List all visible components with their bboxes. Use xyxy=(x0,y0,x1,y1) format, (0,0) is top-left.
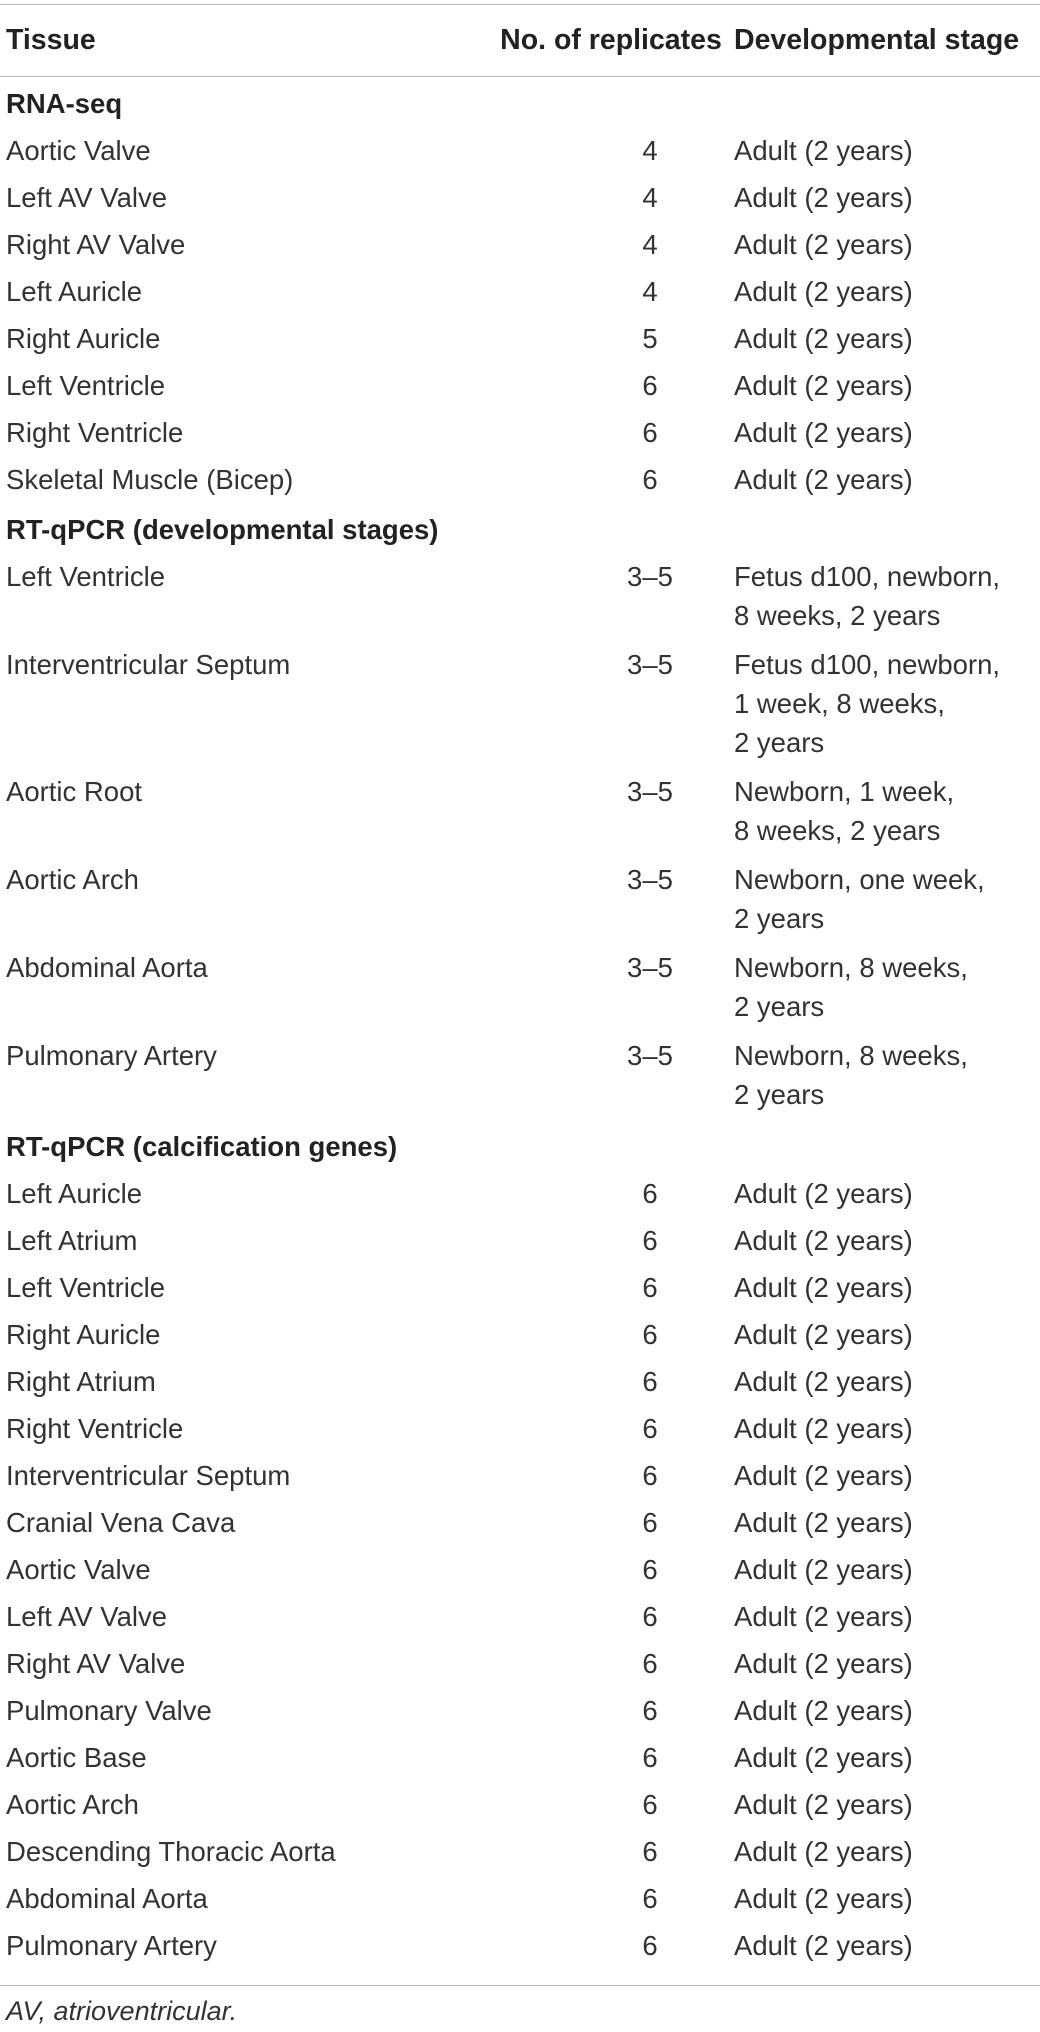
table-row xyxy=(0,1545,1040,1592)
table-row xyxy=(0,767,1040,855)
table-row xyxy=(0,220,1040,267)
cell-stage: Adult (2 years) xyxy=(734,370,913,401)
stage-line: 2 years xyxy=(734,727,825,758)
cell-replicates: 4 xyxy=(642,276,658,307)
cell-tissue: Right Ventricle xyxy=(6,1413,184,1444)
section-header-calc xyxy=(0,1119,1040,1169)
cell-tissue: Cranial Vena Cava xyxy=(6,1507,236,1538)
cell-replicates: 3–5 xyxy=(627,1040,673,1071)
table-row xyxy=(0,1216,1040,1263)
section-title: RT-qPCR (calcification genes) xyxy=(6,1131,398,1162)
cell-stage: Adult (2 years) xyxy=(734,1695,913,1726)
stage-line: 1 week, 8 weeks, xyxy=(734,688,945,719)
cell-stage: Adult (2 years) xyxy=(734,323,913,354)
stage-line: 8 weeks, 2 years xyxy=(734,815,941,846)
table-row xyxy=(0,1686,1040,1733)
cell-stage: Adult (2 years) xyxy=(734,1460,913,1491)
stage-line: Newborn, 1 week, xyxy=(734,776,955,807)
table-row xyxy=(0,640,1040,767)
cell-replicates: 6 xyxy=(642,1836,658,1867)
cell-replicates: 6 xyxy=(642,1695,658,1726)
stage-line: Newborn, 8 weeks, xyxy=(734,952,968,983)
table-row xyxy=(0,1357,1040,1404)
table-row xyxy=(0,314,1040,361)
cell-tissue: Right AV Valve xyxy=(6,229,186,260)
section-title: RNA-seq xyxy=(6,88,123,119)
cell-stage: Adult (2 years) xyxy=(734,1272,913,1303)
cell-replicates: 6 xyxy=(642,464,658,495)
cell-stage: Adult (2 years) xyxy=(734,1554,913,1585)
section-header-rnaseq xyxy=(0,76,1040,126)
cell-stage: Adult (2 years) xyxy=(734,1601,913,1632)
cell-replicates: 6 xyxy=(642,1178,658,1209)
cell-tissue: Aortic Arch xyxy=(6,864,139,895)
stage-line: 8 weeks, 2 years xyxy=(734,600,941,631)
cell-stage: Adult (2 years) xyxy=(734,1507,913,1538)
cell-replicates: 6 xyxy=(642,1554,658,1585)
cell-tissue: Left AV Valve xyxy=(6,1601,168,1632)
cell-tissue: Left Ventricle xyxy=(6,561,165,592)
cell-replicates: 3–5 xyxy=(627,561,673,592)
section-title: RT-qPCR (developmental stages) xyxy=(6,514,439,545)
cell-tissue: Aortic Valve xyxy=(6,1554,151,1585)
table-row xyxy=(0,1404,1040,1451)
section-header-dev xyxy=(0,502,1040,552)
stage-line: 2 years xyxy=(734,903,825,934)
table-row xyxy=(0,1263,1040,1310)
cell-stage: Adult (2 years) xyxy=(734,1178,913,1209)
cell-tissue: Right Ventricle xyxy=(6,417,184,448)
cell-replicates: 6 xyxy=(642,1272,658,1303)
cell-replicates: 6 xyxy=(642,1930,658,1961)
stage-line: Newborn, one week, xyxy=(734,864,985,895)
cell-tissue: Pulmonary Artery xyxy=(6,1040,217,1071)
table-row xyxy=(0,1733,1040,1780)
cell-tissue: Aortic Valve xyxy=(6,135,151,166)
cell-replicates: 6 xyxy=(642,417,658,448)
cell-stage: Adult (2 years) xyxy=(734,276,913,307)
cell-tissue: Left AV Valve xyxy=(6,182,168,213)
table-footnote: AV, atrioventricular. xyxy=(6,1996,238,2026)
cell-replicates: 6 xyxy=(642,1413,658,1444)
table-row xyxy=(0,855,1040,943)
cell-stage: Adult (2 years) xyxy=(734,1413,913,1444)
cell-tissue: Left Ventricle xyxy=(6,1272,165,1303)
cell-stage: Adult (2 years) xyxy=(734,1883,913,1914)
cell-tissue: Right AV Valve xyxy=(6,1648,186,1679)
table-row xyxy=(0,552,1040,640)
cell-stage xyxy=(730,552,1040,640)
cell-tissue: Right Atrium xyxy=(6,1366,156,1397)
table-row xyxy=(0,267,1040,314)
cell-tissue: Pulmonary Valve xyxy=(6,1695,212,1726)
cell-replicates: 3–5 xyxy=(627,776,673,807)
header-replicates: No. of replicates xyxy=(500,24,722,56)
cell-replicates: 4 xyxy=(642,135,658,166)
cell-tissue: Abdominal Aorta xyxy=(6,952,208,983)
cell-stage: Adult (2 years) xyxy=(734,1742,913,1773)
cell-stage xyxy=(730,855,1040,943)
table-row xyxy=(0,1827,1040,1874)
cell-tissue: Left Auricle xyxy=(6,276,143,307)
cell-stage xyxy=(730,767,1040,855)
table-row xyxy=(0,126,1040,173)
table-row xyxy=(0,361,1040,408)
stage-line: Fetus d100, newborn, xyxy=(734,561,1001,592)
table-row xyxy=(0,1498,1040,1545)
cell-stage: Adult (2 years) xyxy=(734,1789,913,1820)
table-row xyxy=(0,1780,1040,1827)
cell-stage xyxy=(730,640,1040,767)
cell-tissue: Left Atrium xyxy=(6,1225,138,1256)
cell-stage xyxy=(730,1031,1040,1119)
cell-replicates: 6 xyxy=(642,1507,658,1538)
cell-replicates: 6 xyxy=(642,1366,658,1397)
cell-stage: Adult (2 years) xyxy=(734,229,913,260)
cell-replicates: 6 xyxy=(642,1883,658,1914)
cell-replicates: 6 xyxy=(642,1460,658,1491)
cell-tissue: Right Auricle xyxy=(6,323,161,354)
data-table xyxy=(0,5,1040,1968)
cell-tissue: Left Auricle xyxy=(6,1178,143,1209)
header-row xyxy=(0,5,1040,76)
cell-tissue: Interventricular Septum xyxy=(6,649,291,680)
cell-tissue: Interventricular Septum xyxy=(6,1460,291,1491)
cell-tissue: Aortic Root xyxy=(6,776,143,807)
cell-stage: Adult (2 years) xyxy=(734,1319,913,1350)
cell-stage: Adult (2 years) xyxy=(734,1648,913,1679)
cell-replicates: 6 xyxy=(642,1742,658,1773)
cell-replicates: 6 xyxy=(642,370,658,401)
cell-replicates: 6 xyxy=(642,1789,658,1820)
cell-replicates: 3–5 xyxy=(627,649,673,680)
cell-stage: Adult (2 years) xyxy=(734,1930,913,1961)
cell-tissue: Aortic Base xyxy=(6,1742,147,1773)
table-row xyxy=(0,408,1040,455)
cell-tissue: Aortic Arch xyxy=(6,1789,139,1820)
table-row xyxy=(0,173,1040,220)
table-row xyxy=(0,1639,1040,1686)
table-row xyxy=(0,1874,1040,1921)
stage-line: 2 years xyxy=(734,991,825,1022)
header-tissue: Tissue xyxy=(6,24,96,56)
cell-stage: Adult (2 years) xyxy=(734,1225,913,1256)
table-row xyxy=(0,1592,1040,1639)
cell-replicates: 4 xyxy=(642,229,658,260)
cell-stage: Adult (2 years) xyxy=(734,182,913,213)
cell-replicates: 5 xyxy=(642,323,658,354)
cell-stage: Adult (2 years) xyxy=(734,417,913,448)
table-row xyxy=(0,1310,1040,1357)
stage-line: Fetus d100, newborn, xyxy=(734,649,1001,680)
cell-replicates: 6 xyxy=(642,1225,658,1256)
table-row xyxy=(0,1031,1040,1119)
cell-stage: Adult (2 years) xyxy=(734,464,913,495)
table-row xyxy=(0,1451,1040,1498)
cell-tissue: Descending Thoracic Aorta xyxy=(6,1836,336,1867)
bottom-rule xyxy=(0,1985,1040,1986)
cell-replicates: 6 xyxy=(642,1319,658,1350)
cell-stage: Adult (2 years) xyxy=(734,1366,913,1397)
cell-replicates: 6 xyxy=(642,1648,658,1679)
cell-tissue: Pulmonary Artery xyxy=(6,1930,217,1961)
cell-tissue: Abdominal Aorta xyxy=(6,1883,208,1914)
table-row xyxy=(0,1921,1040,1968)
cell-replicates: 3–5 xyxy=(627,864,673,895)
stage-line: 2 years xyxy=(734,1079,825,1110)
table-row xyxy=(0,1169,1040,1216)
cell-tissue: Left Ventricle xyxy=(6,370,165,401)
table-row xyxy=(0,455,1040,502)
cell-stage: Adult (2 years) xyxy=(734,1836,913,1867)
cell-replicates: 6 xyxy=(642,1601,658,1632)
cell-tissue: Skeletal Muscle (Bicep) xyxy=(6,464,294,495)
header-stage: Developmental stage xyxy=(734,24,1020,56)
cell-replicates: 4 xyxy=(642,182,658,213)
cell-stage xyxy=(730,943,1040,1031)
cell-stage: Adult (2 years) xyxy=(734,135,913,166)
table-row xyxy=(0,943,1040,1031)
cell-tissue: Right Auricle xyxy=(6,1319,161,1350)
cell-replicates: 3–5 xyxy=(627,952,673,983)
stage-line: Newborn, 8 weeks, xyxy=(734,1040,968,1071)
